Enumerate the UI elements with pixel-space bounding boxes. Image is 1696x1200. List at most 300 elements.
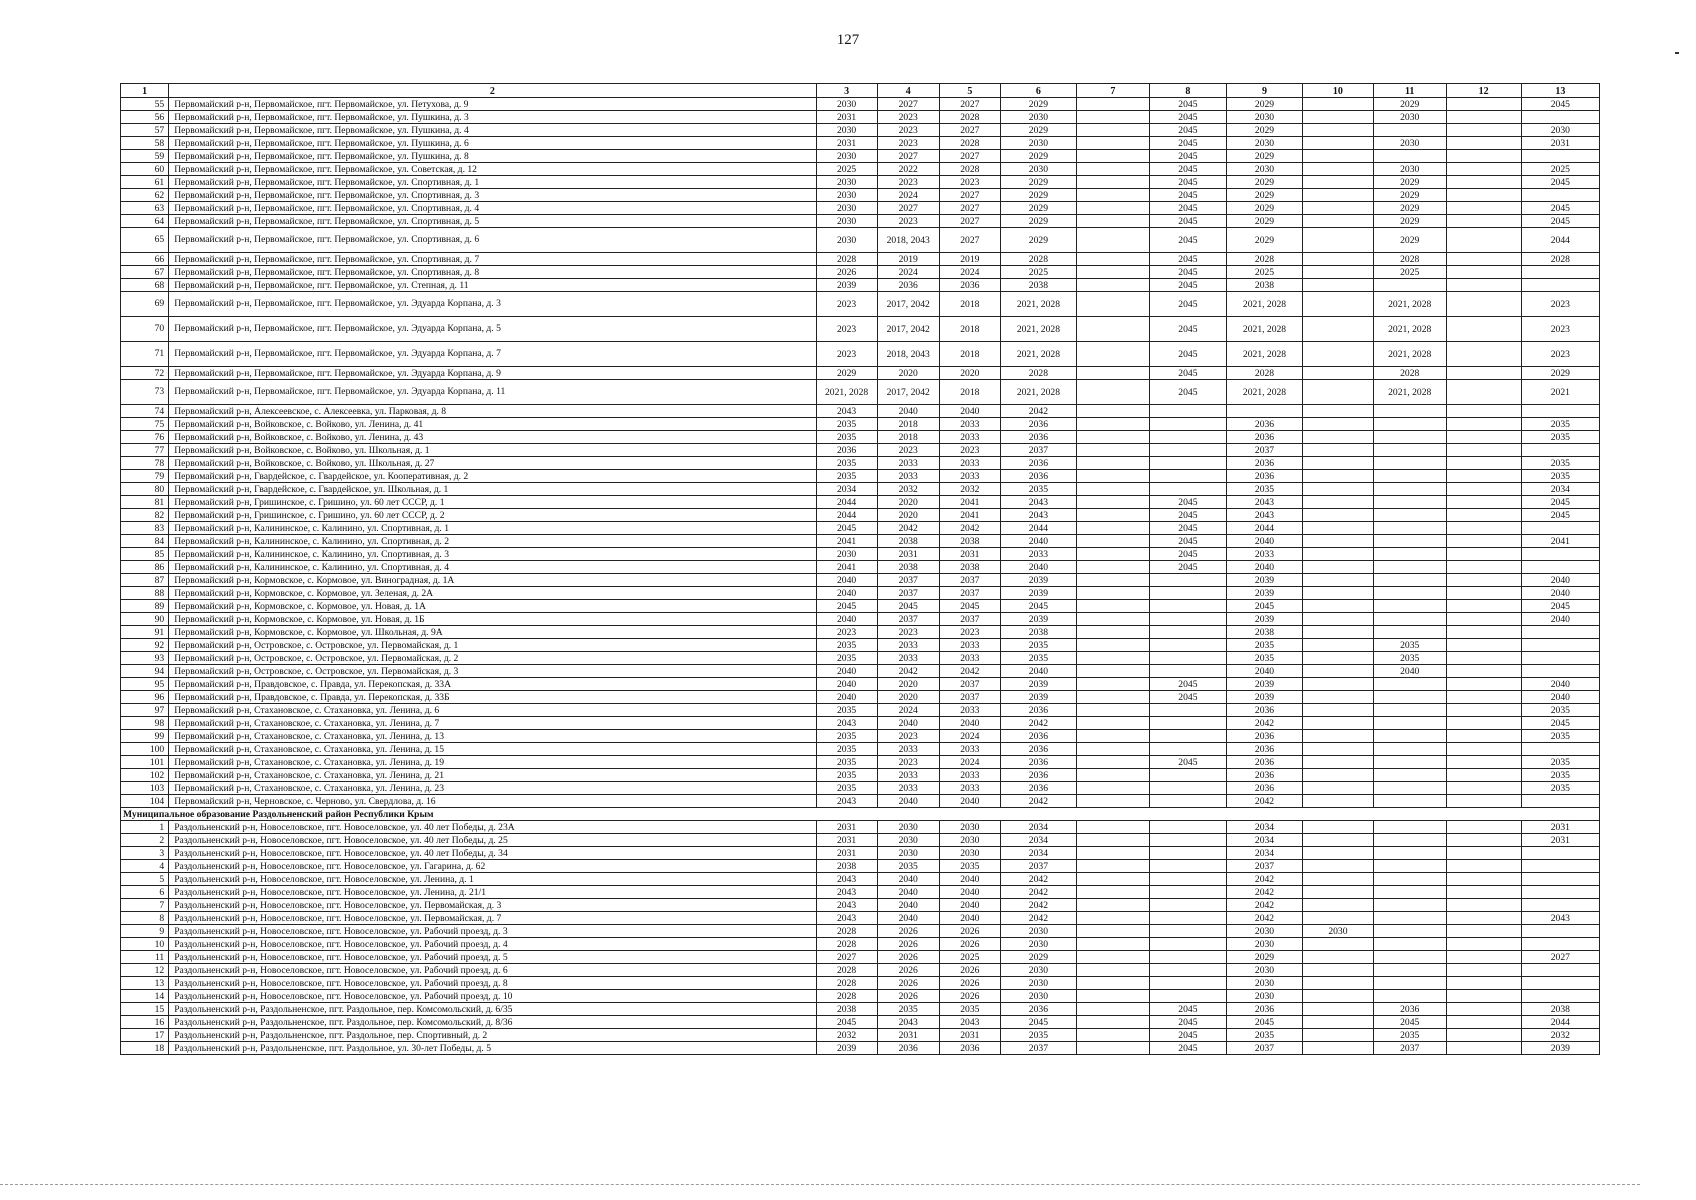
year-cell-col-3: 2035 <box>816 730 877 743</box>
year-cell-col-8 <box>1149 743 1226 756</box>
year-cell-col-3: 2026 <box>816 266 877 279</box>
year-cell-col-9: 2036 <box>1226 769 1302 782</box>
address-cell: Первомайский р-н, Войковское, с. Войково, ул. Ленина, д. 41 <box>169 418 816 431</box>
year-cell-col-6: 2040 <box>1000 561 1076 574</box>
year-cell-col-4: 2024 <box>877 189 939 202</box>
address-cell: Первомайский р-н, Гришинское, с. Гришино, ул. 60 лет СССР, д. 2 <box>169 509 816 522</box>
year-cell-col-4: 2017, 2042 <box>877 317 939 342</box>
year-cell-col-4: 2033 <box>877 652 939 665</box>
address-cell: Первомайский р-н, Первомайское, пгт. Первомайское, ул. Спортивная, д. 4 <box>169 202 816 215</box>
year-cell-col-12 <box>1446 873 1521 886</box>
year-cell-col-12 <box>1446 600 1521 613</box>
year-cell-col-4: 2043 <box>877 1016 939 1029</box>
year-cell-col-8: 2045 <box>1149 124 1226 137</box>
year-cell-col-3: 2030 <box>816 215 877 228</box>
address-cell: Раздольненский р-н, Новоселовское, пгт. Новоселовское, ул. 40 лет Победы, д. 25 <box>169 834 816 847</box>
row-number: 97 <box>121 704 169 717</box>
year-cell-col-3: 2025 <box>816 163 877 176</box>
year-cell-col-13 <box>1521 189 1599 202</box>
year-cell-col-8 <box>1149 730 1226 743</box>
year-cell-col-4: 2040 <box>877 795 939 808</box>
year-cell-col-12 <box>1446 938 1521 951</box>
year-cell-col-11: 2030 <box>1373 163 1446 176</box>
year-cell-col-6: 2037 <box>1000 860 1076 873</box>
year-cell-col-8: 2045 <box>1149 189 1226 202</box>
address-cell: Раздольненский р-н, Новоселовское, пгт. Новоселовское, ул. Рабочий проезд, д. 3 <box>169 925 816 938</box>
year-cell-col-3: 2040 <box>816 678 877 691</box>
year-cell-col-7 <box>1076 951 1149 964</box>
year-cell-col-6: 2042 <box>1000 912 1076 925</box>
year-cell-col-10 <box>1303 431 1374 444</box>
year-cell-col-9: 2034 <box>1226 834 1302 847</box>
year-cell-col-4: 2040 <box>877 912 939 925</box>
year-cell-col-8 <box>1149 899 1226 912</box>
address-cell: Раздольненский р-н, Новоселовское, пгт. Новоселовское, ул. Рабочий проезд, д. 6 <box>169 964 816 977</box>
year-cell-col-4: 2033 <box>877 470 939 483</box>
year-cell-col-5: 2037 <box>939 678 1000 691</box>
year-cell-col-8 <box>1149 990 1226 1003</box>
column-number: 1 <box>121 84 169 98</box>
year-cell-col-3: 2035 <box>816 743 877 756</box>
year-cell-col-6: 2029 <box>1000 202 1076 215</box>
year-cell-col-6: 2030 <box>1000 137 1076 150</box>
column-number: 6 <box>1000 84 1076 98</box>
row-number: 81 <box>121 496 169 509</box>
year-cell-col-3: 2035 <box>816 457 877 470</box>
row-number: 98 <box>121 717 169 730</box>
year-cell-col-4: 2032 <box>877 483 939 496</box>
row-number: 69 <box>121 292 169 317</box>
address-cell: Первомайский р-н, Островское, с. Островское, ул. Первомайская, д. 2 <box>169 652 816 665</box>
table-row <box>121 163 1600 176</box>
year-cell-col-4: 2024 <box>877 266 939 279</box>
year-cell-col-4: 2017, 2042 <box>877 292 939 317</box>
year-cell-col-9: 2042 <box>1226 873 1302 886</box>
year-cell-col-3: 2044 <box>816 496 877 509</box>
year-cell-col-12 <box>1446 769 1521 782</box>
year-cell-col-3: 2036 <box>816 444 877 457</box>
year-cell-col-3: 2021, 2028 <box>816 380 877 405</box>
year-cell-col-5: 2040 <box>939 795 1000 808</box>
year-cell-col-9: 2042 <box>1226 717 1302 730</box>
year-cell-col-6: 2042 <box>1000 899 1076 912</box>
year-cell-col-8 <box>1149 821 1226 834</box>
year-cell-col-8: 2045 <box>1149 202 1226 215</box>
year-cell-col-9: 2038 <box>1226 626 1302 639</box>
year-cell-col-6: 2036 <box>1000 457 1076 470</box>
year-cell-col-11: 2029 <box>1373 189 1446 202</box>
year-cell-col-7 <box>1076 189 1149 202</box>
year-cell-col-9: 2030 <box>1226 137 1302 150</box>
year-cell-col-12 <box>1446 150 1521 163</box>
year-cell-col-8: 2045 <box>1149 253 1226 266</box>
table-row <box>121 990 1600 1003</box>
year-cell-col-7 <box>1076 769 1149 782</box>
address-cell: Первомайский р-н, Калининское, с. Калинино, ул. Спортивная, д. 2 <box>169 535 816 548</box>
row-number: 15 <box>121 1003 169 1016</box>
year-cell-col-6: 2034 <box>1000 834 1076 847</box>
year-cell-col-11: 2029 <box>1373 228 1446 253</box>
year-cell-col-13: 2035 <box>1521 730 1599 743</box>
year-cell-col-5: 2037 <box>939 574 1000 587</box>
year-cell-col-8 <box>1149 483 1226 496</box>
year-cell-col-12 <box>1446 367 1521 380</box>
year-cell-col-11: 2029 <box>1373 98 1446 111</box>
year-cell-col-8 <box>1149 769 1226 782</box>
section-header-row <box>121 808 1600 821</box>
year-cell-col-13: 2027 <box>1521 951 1599 964</box>
year-cell-col-8 <box>1149 639 1226 652</box>
year-cell-col-4: 2018, 2043 <box>877 228 939 253</box>
year-cell-col-8 <box>1149 704 1226 717</box>
year-cell-col-5: 2033 <box>939 769 1000 782</box>
year-cell-col-13: 2021 <box>1521 380 1599 405</box>
scan-mark <box>1675 52 1679 54</box>
year-cell-col-8 <box>1149 600 1226 613</box>
year-cell-col-6: 2033 <box>1000 548 1076 561</box>
year-cell-col-5: 2033 <box>939 743 1000 756</box>
row-number: 100 <box>121 743 169 756</box>
year-cell-col-12 <box>1446 691 1521 704</box>
year-cell-col-6: 2025 <box>1000 266 1076 279</box>
year-cell-col-3: 2043 <box>816 886 877 899</box>
year-cell-col-6: 2036 <box>1000 769 1076 782</box>
year-cell-col-9: 2029 <box>1226 189 1302 202</box>
year-cell-col-5: 2033 <box>939 652 1000 665</box>
year-cell-col-12 <box>1446 457 1521 470</box>
year-cell-col-11 <box>1373 964 1446 977</box>
year-cell-col-4: 2042 <box>877 665 939 678</box>
year-cell-col-5: 2030 <box>939 821 1000 834</box>
year-cell-col-6: 2029 <box>1000 98 1076 111</box>
year-cell-col-3: 2040 <box>816 691 877 704</box>
year-cell-col-12 <box>1446 431 1521 444</box>
year-cell-col-9: 2045 <box>1226 1016 1302 1029</box>
year-cell-col-7 <box>1076 548 1149 561</box>
table-row <box>121 730 1600 743</box>
year-cell-col-6: 2044 <box>1000 522 1076 535</box>
year-cell-col-3: 2035 <box>816 470 877 483</box>
row-number: 58 <box>121 137 169 150</box>
year-cell-col-10 <box>1303 496 1374 509</box>
year-cell-col-8: 2045 <box>1149 163 1226 176</box>
year-cell-col-5: 2027 <box>939 215 1000 228</box>
year-cell-col-5: 2033 <box>939 457 1000 470</box>
year-cell-col-11: 2021, 2028 <box>1373 342 1446 367</box>
year-cell-col-4: 2023 <box>877 444 939 457</box>
row-number: 80 <box>121 483 169 496</box>
year-cell-col-11 <box>1373 405 1446 418</box>
year-cell-col-7 <box>1076 717 1149 730</box>
year-cell-col-6: 2035 <box>1000 639 1076 652</box>
year-cell-col-9: 2040 <box>1226 665 1302 678</box>
table-row <box>121 691 1600 704</box>
year-cell-col-6: 2036 <box>1000 782 1076 795</box>
year-cell-col-6: 2036 <box>1000 704 1076 717</box>
year-cell-col-13: 2038 <box>1521 1003 1599 1016</box>
year-cell-col-4: 2020 <box>877 678 939 691</box>
year-cell-col-11 <box>1373 782 1446 795</box>
year-cell-col-12 <box>1446 574 1521 587</box>
address-cell: Первомайский р-н, Первомайское, пгт. Первомайское, ул. Спортивная, д. 8 <box>169 266 816 279</box>
address-cell: Первомайский р-н, Черновское, с. Черново, ул. Свердлова, д. 16 <box>169 795 816 808</box>
year-cell-col-13: 2028 <box>1521 253 1599 266</box>
address-cell: Первомайский р-н, Первомайское, пгт. Первомайское, ул. Советская, д. 12 <box>169 163 816 176</box>
year-cell-col-9: 2036 <box>1226 431 1302 444</box>
year-cell-col-12 <box>1446 977 1521 990</box>
year-cell-col-4: 2033 <box>877 743 939 756</box>
year-cell-col-8: 2045 <box>1149 561 1226 574</box>
year-cell-col-6: 2028 <box>1000 367 1076 380</box>
year-cell-col-7 <box>1076 743 1149 756</box>
year-cell-col-9: 2035 <box>1226 1029 1302 1042</box>
year-cell-col-8: 2045 <box>1149 176 1226 189</box>
year-cell-col-7 <box>1076 886 1149 899</box>
year-cell-col-13 <box>1521 938 1599 951</box>
year-cell-col-11 <box>1373 756 1446 769</box>
year-cell-col-10 <box>1303 951 1374 964</box>
year-cell-col-10 <box>1303 977 1374 990</box>
year-cell-col-13 <box>1521 561 1599 574</box>
year-cell-col-5: 2040 <box>939 899 1000 912</box>
year-cell-col-4: 2033 <box>877 782 939 795</box>
year-cell-col-12 <box>1446 665 1521 678</box>
year-cell-col-8: 2045 <box>1149 1003 1226 1016</box>
row-number: 55 <box>121 98 169 111</box>
year-cell-col-11 <box>1373 886 1446 899</box>
row-number: 104 <box>121 795 169 808</box>
row-number: 18 <box>121 1042 169 1055</box>
year-cell-col-12 <box>1446 98 1521 111</box>
row-number: 10 <box>121 938 169 951</box>
table-row <box>121 470 1600 483</box>
year-cell-col-4: 2035 <box>877 860 939 873</box>
year-cell-col-11: 2021, 2028 <box>1373 317 1446 342</box>
year-cell-col-8: 2045 <box>1149 228 1226 253</box>
table-row <box>121 548 1600 561</box>
year-cell-col-10 <box>1303 342 1374 367</box>
year-cell-col-10 <box>1303 457 1374 470</box>
table-row <box>121 847 1600 860</box>
address-cell: Раздольненский р-н, Новоселовское, пгт. Новоселовское, ул. Рабочий проезд, д. 8 <box>169 977 816 990</box>
table-row <box>121 782 1600 795</box>
year-cell-col-11: 2045 <box>1373 1016 1446 1029</box>
table-row <box>121 561 1600 574</box>
year-cell-col-9: 2037 <box>1226 1042 1302 1055</box>
table-row <box>121 665 1600 678</box>
year-cell-col-7 <box>1076 150 1149 163</box>
year-cell-col-13: 2023 <box>1521 317 1599 342</box>
year-cell-col-5: 2030 <box>939 834 1000 847</box>
year-cell-col-11: 2028 <box>1373 253 1446 266</box>
year-cell-col-10 <box>1303 380 1374 405</box>
year-cell-col-4: 2040 <box>877 873 939 886</box>
row-number: 89 <box>121 600 169 613</box>
year-cell-col-8 <box>1149 977 1226 990</box>
year-cell-col-6: 2030 <box>1000 925 1076 938</box>
year-cell-col-3: 2031 <box>816 137 877 150</box>
year-cell-col-10 <box>1303 189 1374 202</box>
year-cell-col-7 <box>1076 279 1149 292</box>
year-cell-col-13 <box>1521 150 1599 163</box>
table-row <box>121 292 1600 317</box>
year-cell-col-10 <box>1303 253 1374 266</box>
column-number: 9 <box>1226 84 1302 98</box>
year-cell-col-13: 2031 <box>1521 834 1599 847</box>
year-cell-col-6: 2030 <box>1000 938 1076 951</box>
year-cell-col-11 <box>1373 743 1446 756</box>
year-cell-col-13 <box>1521 279 1599 292</box>
row-number: 73 <box>121 380 169 405</box>
year-cell-col-9: 2036 <box>1226 418 1302 431</box>
row-number: 91 <box>121 626 169 639</box>
year-cell-col-9: 2037 <box>1226 860 1302 873</box>
year-cell-col-13 <box>1521 860 1599 873</box>
year-cell-col-10 <box>1303 574 1374 587</box>
year-cell-col-10 <box>1303 795 1374 808</box>
year-cell-col-9: 2030 <box>1226 163 1302 176</box>
year-cell-col-13: 2035 <box>1521 457 1599 470</box>
table-row <box>121 367 1600 380</box>
year-cell-col-7 <box>1076 600 1149 613</box>
year-cell-col-4: 2037 <box>877 574 939 587</box>
year-cell-col-11 <box>1373 444 1446 457</box>
year-cell-col-12 <box>1446 561 1521 574</box>
year-cell-col-5: 2040 <box>939 405 1000 418</box>
year-cell-col-13: 2044 <box>1521 1016 1599 1029</box>
year-cell-col-9: 2043 <box>1226 496 1302 509</box>
address-cell: Первомайский р-н, Кормовское, с. Кормовое, ул. Новая, д. 1Б <box>169 613 816 626</box>
address-cell: Первомайский р-н, Алексеевское, с. Алексеевка, ул. Парковая, д. 8 <box>169 405 816 418</box>
table-row <box>121 678 1600 691</box>
year-cell-col-10 <box>1303 613 1374 626</box>
address-cell: Первомайский р-н, Кормовское, с. Кормовое, ул. Новая, д. 1А <box>169 600 816 613</box>
year-cell-col-5: 2041 <box>939 509 1000 522</box>
row-number: 60 <box>121 163 169 176</box>
row-number: 99 <box>121 730 169 743</box>
year-cell-col-5: 2027 <box>939 228 1000 253</box>
address-cell: Первомайский р-н, Гвардейское, с. Гвардейское, ул. Кооперативная, д. 2 <box>169 470 816 483</box>
table-row <box>121 253 1600 266</box>
table-row <box>121 342 1600 367</box>
year-cell-col-7 <box>1076 137 1149 150</box>
year-cell-col-11: 2021, 2028 <box>1373 292 1446 317</box>
year-cell-col-3: 2035 <box>816 769 877 782</box>
row-number: 5 <box>121 873 169 886</box>
year-cell-col-7 <box>1076 535 1149 548</box>
year-cell-col-7 <box>1076 292 1149 317</box>
year-cell-col-7 <box>1076 176 1149 189</box>
year-cell-col-11: 2021, 2028 <box>1373 380 1446 405</box>
table-row <box>121 977 1600 990</box>
year-cell-col-13 <box>1521 266 1599 279</box>
year-cell-col-9: 2039 <box>1226 574 1302 587</box>
year-cell-col-11 <box>1373 548 1446 561</box>
table-row <box>121 769 1600 782</box>
year-cell-col-10 <box>1303 98 1374 111</box>
year-cell-col-5: 2040 <box>939 912 1000 925</box>
year-cell-col-9: 2036 <box>1226 470 1302 483</box>
table-row <box>121 704 1600 717</box>
year-cell-col-6: 2030 <box>1000 977 1076 990</box>
year-cell-col-9: 2036 <box>1226 457 1302 470</box>
year-cell-col-11: 2028 <box>1373 367 1446 380</box>
year-cell-col-10 <box>1303 111 1374 124</box>
year-cell-col-11 <box>1373 704 1446 717</box>
table-row <box>121 483 1600 496</box>
year-cell-col-7 <box>1076 860 1149 873</box>
year-cell-col-6: 2042 <box>1000 886 1076 899</box>
year-cell-col-10 <box>1303 860 1374 873</box>
address-cell: Первомайский р-н, Гришинское, с. Гришино, ул. 60 лет СССР, д. 1 <box>169 496 816 509</box>
year-cell-col-9: 2030 <box>1226 111 1302 124</box>
year-cell-col-11 <box>1373 626 1446 639</box>
year-cell-col-11 <box>1373 912 1446 925</box>
year-cell-col-3: 2023 <box>816 626 877 639</box>
year-cell-col-12 <box>1446 847 1521 860</box>
year-cell-col-12 <box>1446 535 1521 548</box>
year-cell-col-3: 2028 <box>816 253 877 266</box>
year-cell-col-8 <box>1149 795 1226 808</box>
year-cell-col-10 <box>1303 743 1374 756</box>
year-cell-col-12 <box>1446 821 1521 834</box>
year-cell-col-10 <box>1303 587 1374 600</box>
year-cell-col-8 <box>1149 834 1226 847</box>
table-row <box>121 522 1600 535</box>
year-cell-col-10 <box>1303 873 1374 886</box>
year-cell-col-3: 2030 <box>816 548 877 561</box>
year-cell-col-5: 2024 <box>939 266 1000 279</box>
year-cell-col-9: 2042 <box>1226 886 1302 899</box>
year-cell-col-3: 2023 <box>816 342 877 367</box>
year-cell-col-8: 2045 <box>1149 150 1226 163</box>
year-cell-col-6: 2021, 2028 <box>1000 292 1076 317</box>
year-cell-col-13: 2039 <box>1521 1042 1599 1055</box>
year-cell-col-8 <box>1149 431 1226 444</box>
year-cell-col-4: 2026 <box>877 990 939 1003</box>
year-cell-col-4: 2033 <box>877 639 939 652</box>
year-cell-col-6: 2038 <box>1000 626 1076 639</box>
column-number: 11 <box>1373 84 1446 98</box>
year-cell-col-11 <box>1373 535 1446 548</box>
address-cell: Раздольненский р-н, Раздольненское, пгт. Раздольное, пер. Спортивный, д. 2 <box>169 1029 816 1042</box>
year-cell-col-7 <box>1076 782 1149 795</box>
year-cell-col-4: 2023 <box>877 730 939 743</box>
year-cell-col-12 <box>1446 137 1521 150</box>
year-cell-col-3: 2043 <box>816 717 877 730</box>
year-cell-col-12 <box>1446 509 1521 522</box>
year-cell-col-5: 2033 <box>939 704 1000 717</box>
row-number: 79 <box>121 470 169 483</box>
address-cell: Первомайский р-н, Войковское, с. Войково, ул. Школьная, д. 27 <box>169 457 816 470</box>
year-cell-col-9: 2036 <box>1226 756 1302 769</box>
row-number: 68 <box>121 279 169 292</box>
year-cell-col-10 <box>1303 202 1374 215</box>
year-cell-col-8: 2045 <box>1149 1042 1226 1055</box>
year-cell-col-13: 2045 <box>1521 202 1599 215</box>
address-cell: Раздольненский р-н, Новоселовское, пгт. Новоселовское, ул. Рабочий проезд, д. 5 <box>169 951 816 964</box>
year-cell-col-5: 2027 <box>939 202 1000 215</box>
year-cell-col-6: 2029 <box>1000 228 1076 253</box>
year-cell-col-4: 2023 <box>877 124 939 137</box>
year-cell-col-7 <box>1076 756 1149 769</box>
year-cell-col-7 <box>1076 496 1149 509</box>
year-cell-col-6: 2043 <box>1000 509 1076 522</box>
year-cell-col-3: 2023 <box>816 292 877 317</box>
year-cell-col-4: 2030 <box>877 821 939 834</box>
year-cell-col-10 <box>1303 847 1374 860</box>
year-cell-col-9: 2040 <box>1226 561 1302 574</box>
